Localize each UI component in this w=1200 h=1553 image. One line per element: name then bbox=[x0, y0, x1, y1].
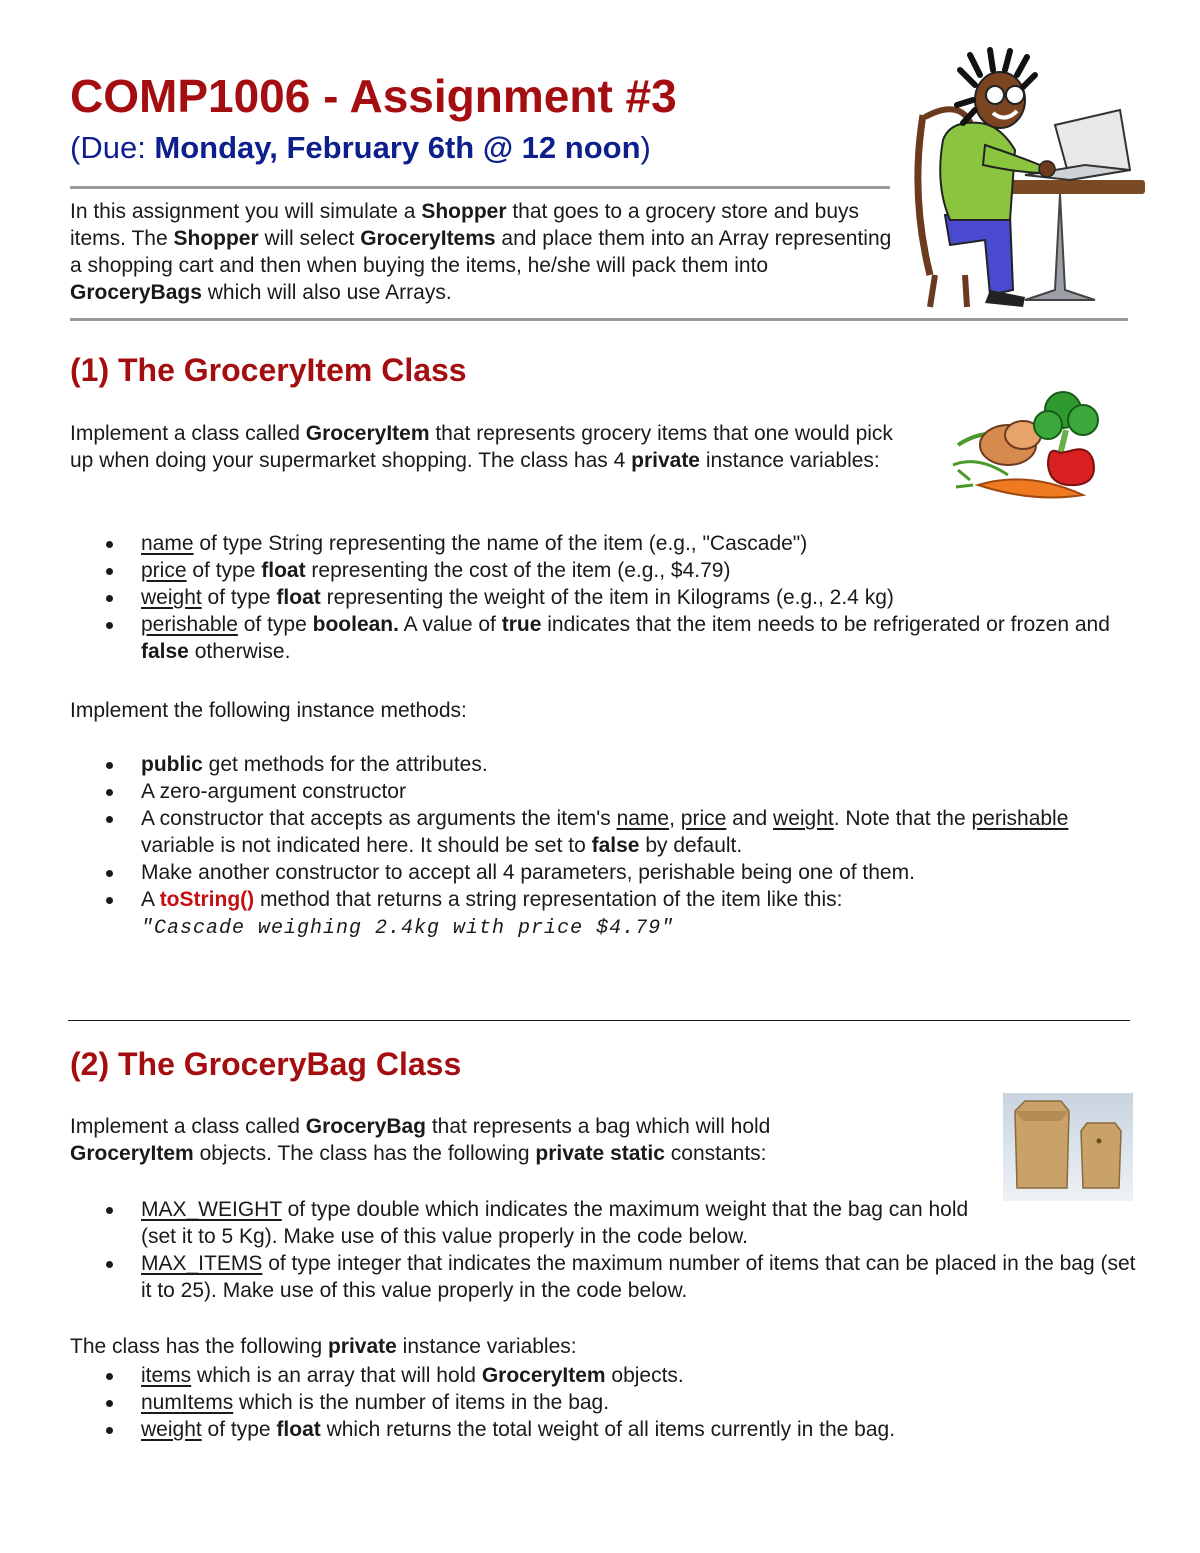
list-item: public get methods for the attributes. bbox=[70, 751, 1140, 778]
section-grocery-item-title: (1) The GroceryItem Class bbox=[70, 352, 467, 388]
grocery-bag-variables-list bbox=[70, 1362, 1140, 1443]
vegetables-clipart bbox=[948, 385, 1113, 515]
grocery-item-intro: Implement a class called GroceryItem that represents grocery items that one would pick up when doing your supermarket shopping. The class has 4 private instance variables: bbox=[70, 422, 893, 472]
methods-intro: Implement the following instance methods: bbox=[70, 699, 467, 722]
list-item: price of type float representing the cost of the item (e.g., $4.79) bbox=[70, 557, 1140, 584]
grocery-bag-vars-intro: The class has the following private instance variables: bbox=[70, 1335, 577, 1358]
intro-paragraph: In this assignment you will simulate a Shopper that goes to a grocery store and buys items. The Shopper will select GroceryItems and place them into an Array representing a shopping cart and then when buying the items, he/she will pack them into GroceryBags which will also use Arrays. bbox=[70, 200, 892, 304]
student-laptop-clipart bbox=[905, 45, 1150, 315]
list-item: numItems which is the number of items in the bag. bbox=[70, 1389, 1140, 1416]
intro-divider bbox=[70, 318, 1128, 321]
list-item: weight of type float which returns the total weight of all items currently in the bag. bbox=[70, 1416, 1140, 1443]
list-item: A toString() method that returns a string representation of the item like this: "Cascade weighing 2.4kg with price $4.79" bbox=[70, 886, 1140, 942]
header-divider bbox=[70, 186, 890, 189]
tostring-example: "Cascade weighing 2.4kg with price $4.79" bbox=[141, 917, 675, 940]
list-item: name of type String representing the name of the item (e.g., "Cascade") bbox=[70, 530, 1140, 557]
paper-bags-image bbox=[1003, 1093, 1133, 1201]
grocery-item-variables-list bbox=[70, 530, 1140, 665]
list-item: MAX_ITEMS of type integer that indicates the maximum number of items that can be placed in the bag (set it to 25). Make use of this value properly in the code below. bbox=[70, 1250, 1140, 1304]
list-item: perishable of type boolean. A value of true indicates that the item needs to be refrigerated or frozen and false otherwise. bbox=[70, 611, 1140, 665]
assignment-title: COMP1006 - Assignment #3 bbox=[70, 70, 677, 122]
list-item: items which is an array that will hold GroceryItem objects. bbox=[70, 1362, 1140, 1389]
grocery-bag-constants-list bbox=[70, 1196, 1140, 1304]
list-item: A zero-argument constructor bbox=[70, 778, 1140, 805]
list-item: MAX_WEIGHT of type double which indicates the maximum weight that the bag can hold (set it to 5 Kg). Make use of this value properly in the code below. bbox=[70, 1196, 1140, 1250]
grocery-item-methods-list bbox=[70, 751, 1140, 942]
section-divider bbox=[68, 1020, 1130, 1021]
due-date: Monday, February 6th @ 12 noon bbox=[154, 130, 641, 165]
list-item: Make another constructor to accept all 4 parameters, perishable being one of them. bbox=[70, 859, 1140, 886]
due-date-line: (Due: Monday, February 6th @ 12 noon) bbox=[70, 130, 651, 165]
section-grocery-bag-title: (2) The GroceryBag Class bbox=[70, 1046, 462, 1082]
tostring-method: toString() bbox=[159, 888, 255, 911]
grocery-bag-intro: Implement a class called GroceryBag that represents a bag which will hold GroceryItem objects. The class has the following private static constants: bbox=[70, 1115, 771, 1165]
list-item: A constructor that accepts as arguments the item's name, price and weight. Note that the perishable variable is not indicated here. It should be set to false by default. bbox=[70, 805, 1140, 859]
list-item: weight of type float representing the weight of the item in Kilograms (e.g., 2.4 kg) bbox=[70, 584, 1140, 611]
